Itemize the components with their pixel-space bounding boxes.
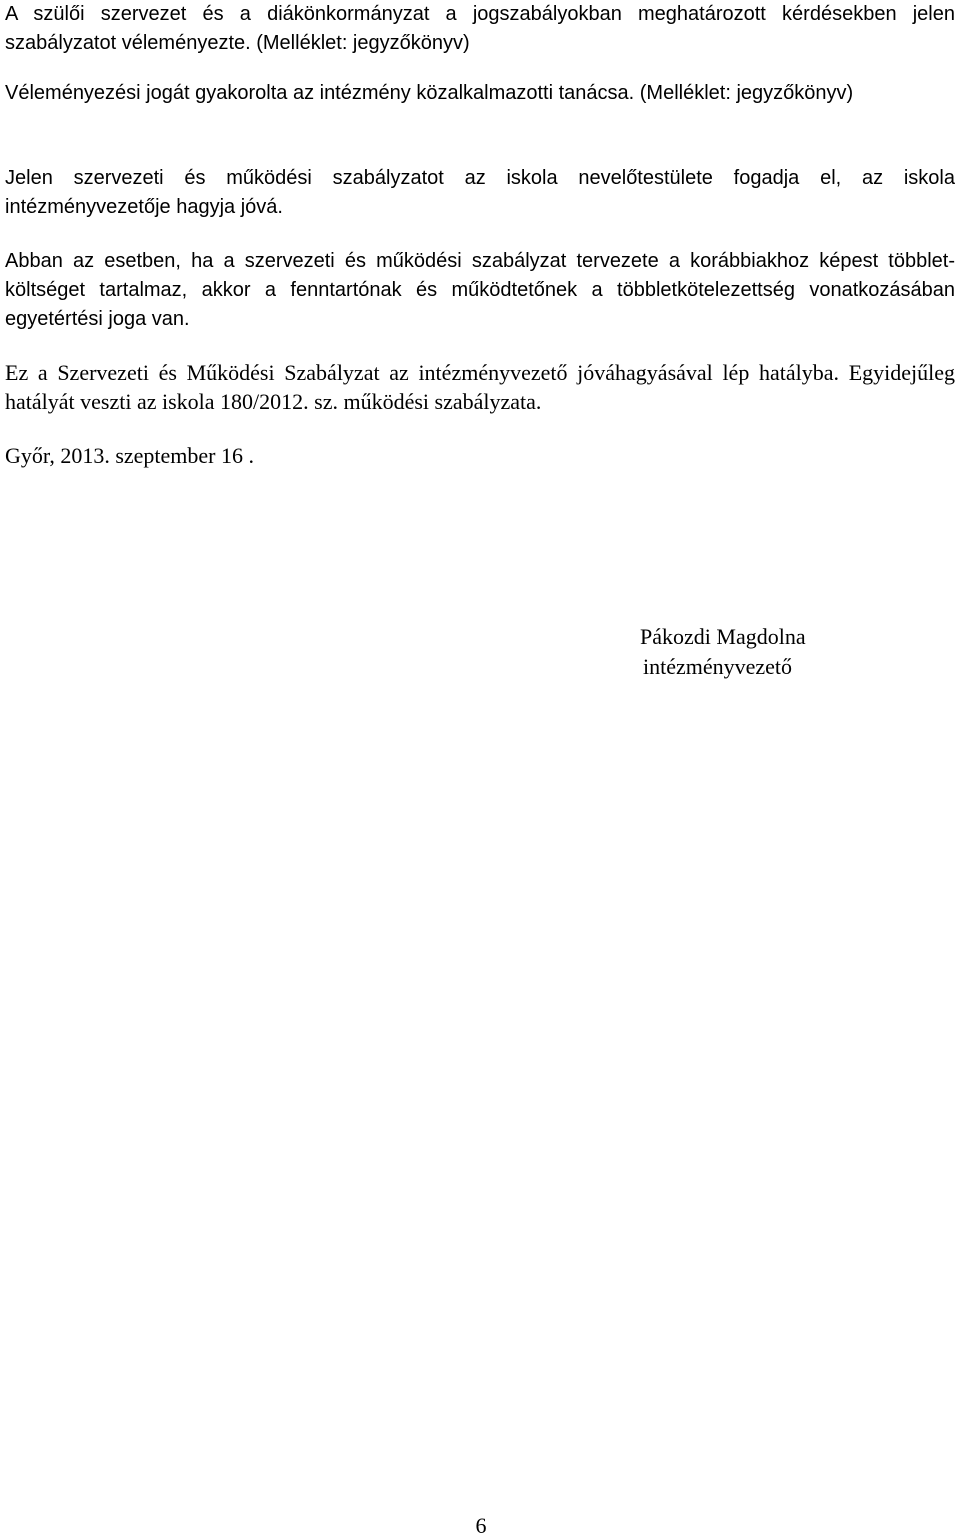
page-number: 6 — [475, 1513, 487, 1538]
paragraph-entry-into-force: Ez a Szervezeti és Működési Szabályzat az intézményvezető jóváhagyásával lép hatályba. Egyidejűleg hatályát veszti az iskola 180/2012. sz. működési szabályzata. — [5, 360, 955, 414]
signatory-role: intézményvezető — [643, 654, 793, 679]
paragraph-extra-costs: Abban az esetben, ha a szervezeti és működési szabályzat tervezete a korábbiakhoz képest többlet-költséget tartalmaz, akkor a fenntartónak és működtetőnek a többletkötelezettség vonatkozásában egyetértési joga van. — [5, 250, 955, 330]
paragraph-adoption: Jelen szervezeti és működési szabályzatot az iskola nevelőtestülete fogadja el, az iskola intézményvezetője hagyja jóvá. — [5, 167, 955, 218]
paragraph-parent-organization-opinion: A szülői szervezet és a diákönkormányzat a jogszabályokban meghatározott kérdésekben jelen szabályzatot véleményezte. (Melléklet: jegyzőkönyv) — [5, 3, 955, 54]
signatory-name: Pákozdi Magdolna — [640, 624, 806, 649]
paragraph-staff-council-opinion: Véleményezési jogát gyakorolta az intézmény közalkalmazotti tanácsa. (Melléklet: jegyzőkönyv) — [5, 82, 854, 104]
signature-block — [640, 622, 806, 682]
document-date: Győr, 2013. szeptember 16 . — [5, 443, 255, 468]
